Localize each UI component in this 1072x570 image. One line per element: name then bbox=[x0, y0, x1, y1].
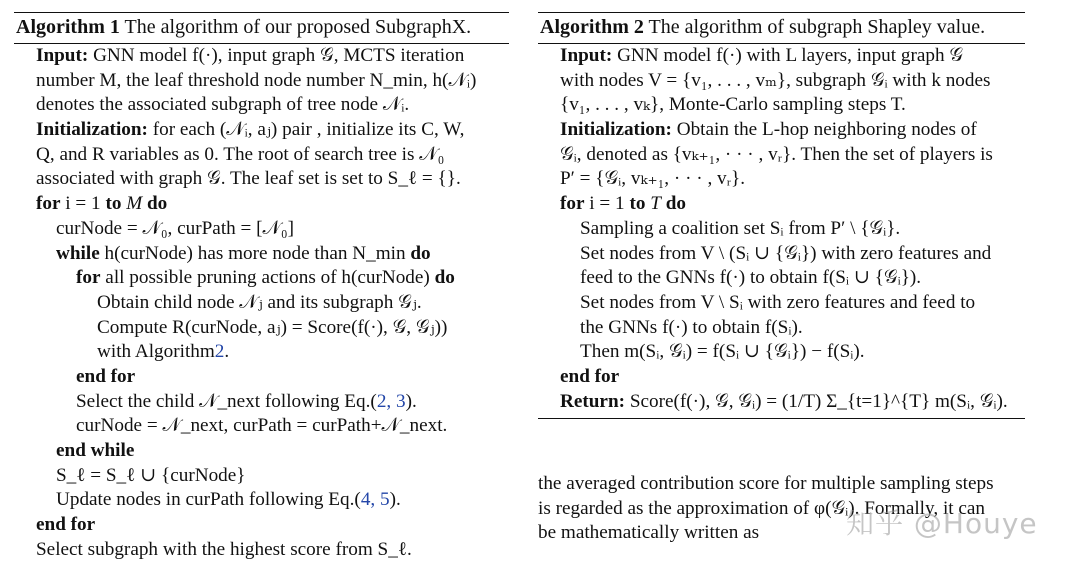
alg2-line bbox=[538, 316, 1025, 341]
keyword: Input: bbox=[36, 45, 89, 66]
algorithm-1-caption bbox=[14, 13, 509, 44]
algorithm-2-title: The algorithm of subgraph Shapley value. bbox=[648, 16, 986, 38]
line-text: h(curNode) has more node than N_min bbox=[104, 242, 406, 264]
keyword: end for bbox=[560, 365, 620, 387]
keyword: end for bbox=[76, 365, 136, 387]
equation-reference-link[interactable]: 2, 3 bbox=[376, 390, 406, 412]
line-text: Set nodes from V \ (Sᵢ ∪ {𝒢ᵢ}) with zero features and bbox=[580, 242, 992, 264]
alg1-line bbox=[14, 143, 509, 168]
keyword: Initialization: bbox=[560, 119, 672, 141]
alg1-line bbox=[14, 538, 509, 563]
line-text: i = 1 bbox=[65, 193, 101, 215]
keyword: Input: bbox=[560, 45, 613, 66]
line-text: i = 1 bbox=[589, 193, 625, 215]
keyword: do bbox=[665, 193, 686, 215]
keyword: Initialization: bbox=[36, 119, 148, 141]
alg1-line bbox=[14, 439, 509, 464]
algorithm-1-body bbox=[14, 44, 509, 562]
keyword: to bbox=[629, 193, 646, 215]
line-text: Sampling a coalition set Sᵢ from P′ \ {𝒢ᵢ}. bbox=[580, 217, 901, 239]
line-text: GNN model f(·), input graph 𝒢, MCTS iteration bbox=[93, 45, 465, 66]
alg2-line bbox=[538, 44, 1025, 69]
keyword: do bbox=[147, 193, 168, 215]
alg1-line bbox=[14, 390, 509, 415]
line-text: ). bbox=[389, 489, 401, 511]
line-text: GNN model f(·) with L layers, input graph 𝒢 bbox=[617, 45, 964, 66]
line-text: T bbox=[650, 193, 661, 215]
alg1-line bbox=[14, 414, 509, 439]
algorithm-1-label: Algorithm 1 bbox=[16, 16, 120, 38]
line-text: Score(f(·), 𝒢, 𝒢ᵢ) = (1/T) Σ_{t=1}^{T} m(Sᵢ, 𝒢ᵢ). bbox=[629, 390, 1008, 412]
keyword: while bbox=[56, 242, 100, 264]
line-text: associated with graph 𝒢. The leaf set is set to S_ℓ = {}. bbox=[36, 168, 461, 190]
alg1-line bbox=[14, 118, 509, 143]
alg2-line bbox=[538, 340, 1025, 365]
line-text: number M, the leaf threshold node number N_min, h(𝒩ᵢ) bbox=[36, 69, 477, 91]
line-text: curNode = 𝒩₀, curPath = [𝒩₀] bbox=[56, 217, 295, 239]
line-text: Then m(Sᵢ, 𝒢ᵢ) = f(Sᵢ ∪ {𝒢ᵢ}) − f(Sᵢ). bbox=[580, 341, 865, 363]
alg2-line bbox=[538, 118, 1025, 143]
line-text: with Algorithm bbox=[97, 341, 215, 363]
alg2-line bbox=[538, 291, 1025, 316]
paragraph-line: is regarded as the approximation of φ(𝒢ᵢ). Formally, it can bbox=[538, 497, 986, 519]
line-text: Obtain child node 𝒩ⱼ and its subgraph 𝒢ⱼ. bbox=[97, 291, 422, 313]
algorithm-1-title: The algorithm of our proposed SubgraphX. bbox=[124, 16, 472, 38]
equation-reference-link[interactable]: 2 bbox=[214, 341, 225, 363]
line-text: Update nodes in curPath following Eq.( bbox=[56, 489, 361, 511]
alg1-line bbox=[14, 340, 509, 365]
line-text: M bbox=[126, 193, 143, 215]
alg2-line bbox=[538, 167, 1025, 192]
line-text: ). bbox=[405, 390, 417, 412]
alg1-line bbox=[14, 167, 509, 192]
alg1-line bbox=[14, 291, 509, 316]
alg2-line bbox=[538, 390, 1025, 415]
alg2-line bbox=[538, 143, 1025, 168]
alg1-line bbox=[14, 464, 509, 489]
alg1-line bbox=[14, 266, 509, 291]
alg2-line bbox=[538, 69, 1025, 94]
alg2-line bbox=[538, 217, 1025, 242]
line-text: all possible pruning actions of h(curNode) bbox=[105, 267, 430, 289]
keyword: Return: bbox=[560, 390, 626, 412]
line-text: Compute R(curNode, aⱼ) = Score(f(·), 𝒢, 𝒢ⱼ)) bbox=[97, 316, 448, 338]
line-text: Obtain the L-hop neighboring nodes of bbox=[676, 119, 977, 141]
equation-reference-link[interactable]: 4, 5 bbox=[360, 489, 390, 511]
line-text: Select subgraph with the highest score from S_ℓ. bbox=[36, 538, 412, 560]
alg1-line bbox=[14, 192, 509, 217]
keyword: end for bbox=[36, 514, 96, 536]
alg2-line bbox=[538, 242, 1025, 267]
algorithm-2-box bbox=[538, 12, 1025, 419]
line-text: P′ = {𝒢ᵢ, vₖ₊₁, · · · , vᵣ}. bbox=[560, 168, 746, 190]
keyword: do bbox=[410, 242, 431, 264]
alg1-line bbox=[14, 44, 509, 69]
algorithm-2-caption bbox=[538, 13, 1025, 44]
line-text: 𝒢ᵢ, denoted as {vₖ₊₁, · · · , vᵣ}. Then the set of players is bbox=[560, 143, 993, 165]
line-text: for each (𝒩ᵢ, aⱼ) pair , initialize its C, W, bbox=[152, 119, 465, 141]
line-text: Set nodes from V \ Sᵢ with zero features and feed to bbox=[580, 291, 976, 313]
keyword: for bbox=[36, 193, 61, 215]
alg2-line bbox=[538, 93, 1025, 118]
algorithm-1-box bbox=[14, 12, 509, 562]
line-text: Select the child 𝒩_next following Eq.( bbox=[76, 390, 377, 412]
alg2-line bbox=[538, 192, 1025, 217]
algorithm-2-bottom-rule bbox=[538, 418, 1025, 419]
line-text: denotes the associated subgraph of tree node 𝒩ᵢ. bbox=[36, 94, 410, 116]
alg1-line bbox=[14, 242, 509, 267]
keyword: end while bbox=[56, 440, 135, 461]
keyword: for bbox=[560, 193, 585, 215]
watermark: 知乎 @Houye bbox=[846, 507, 1038, 540]
alg1-line bbox=[14, 365, 509, 390]
line-text: feed to the GNNs f(·) to obtain f(Sᵢ ∪ {𝒢ᵢ}). bbox=[580, 267, 922, 289]
line-text: {v₁, . . . , vₖ}, Monte-Carlo sampling steps T. bbox=[560, 94, 906, 116]
line-text: curNode = 𝒩_next, curPath = curPath+𝒩_next. bbox=[76, 415, 448, 437]
line-text: the GNNs f(·) to obtain f(Sᵢ). bbox=[580, 316, 803, 338]
alg1-line bbox=[14, 513, 509, 538]
line-text: . bbox=[224, 341, 230, 363]
alg1-line bbox=[14, 316, 509, 341]
alg2-line bbox=[538, 266, 1025, 291]
alg2-line bbox=[538, 365, 1025, 390]
keyword: to bbox=[105, 193, 122, 215]
paragraph-line: the averaged contribution score for multiple sampling steps bbox=[538, 473, 994, 494]
line-text: S_ℓ = S_ℓ ∪ {curNode} bbox=[56, 464, 246, 486]
keyword: do bbox=[434, 267, 455, 289]
keyword: for bbox=[76, 267, 101, 289]
line-text: with nodes V = {v₁, . . . , vₘ}, subgraph 𝒢ᵢ with k nodes bbox=[560, 69, 991, 91]
line-text: Q, and R variables as 0. The root of search tree is 𝒩₀ bbox=[36, 143, 445, 165]
algorithm-2-label: Algorithm 2 bbox=[540, 16, 644, 38]
algorithm-2-body bbox=[538, 44, 1025, 414]
paragraph-line: be mathematically written as bbox=[538, 522, 760, 544]
alg1-line bbox=[14, 93, 509, 118]
alg1-line bbox=[14, 217, 509, 242]
alg1-line bbox=[14, 488, 509, 513]
alg1-line bbox=[14, 69, 509, 94]
